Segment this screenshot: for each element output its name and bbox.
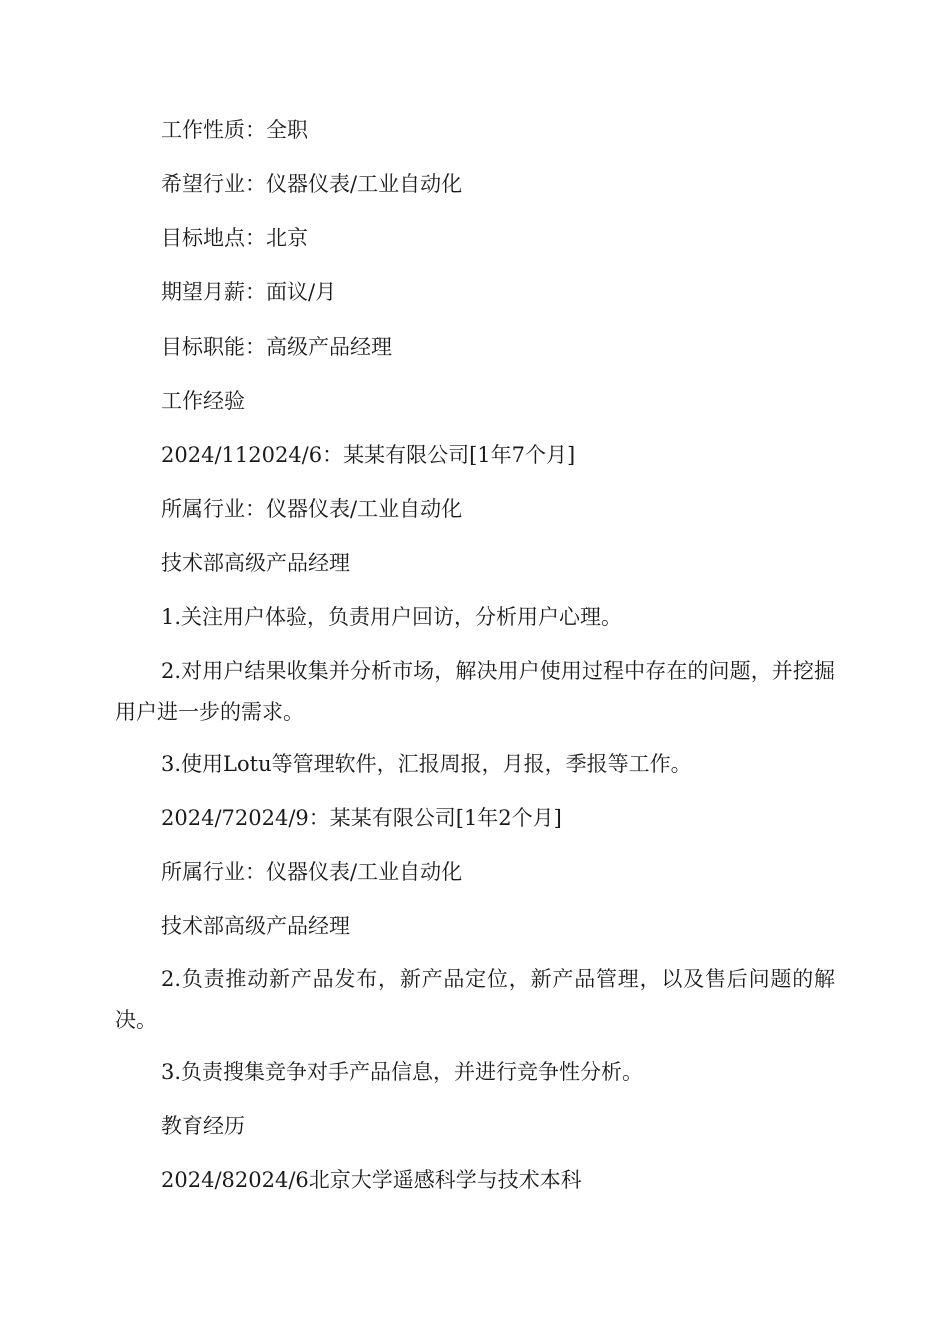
work-experience-heading: 工作经验: [161, 389, 245, 413]
job-1-period: 2024/112024/6：某某有限公司[1年7个月]: [161, 443, 576, 467]
job-1-duty-2: 2.对用户结果收集并分析市场，解决用户使用过程中存在的问题，并挖掘用户进一步的需求。: [115, 659, 835, 724]
job-1-industry: 所属行业：仪器仪表/工业自动化: [161, 497, 463, 521]
job-2-duty-2: 3.负责搜集竞争对手产品信息，并进行竞争性分析。: [161, 1060, 644, 1084]
job-1-title: 技术部高级产品经理: [161, 551, 350, 575]
job-2-duty-1: 2.负责推动新产品发布，新产品定位，新产品管理，以及售后问题的解决。: [115, 967, 835, 1032]
job-1-duty-1: 1.关注用户体验，负责用户回访，分析用户心理。: [161, 605, 623, 629]
job-2-period: 2024/72024/9：某某有限公司[1年2个月]: [161, 806, 562, 830]
job-1-duty-3: 3.使用Lotu等管理软件，汇报周报，月报，季报等工作。: [161, 752, 692, 776]
expected-salary: 期望月薪：面议/月: [161, 280, 337, 304]
education-heading: 教育经历: [161, 1114, 245, 1138]
job-type: 工作性质：全职: [161, 118, 308, 142]
target-location: 目标地点：北京: [161, 226, 308, 250]
education-entry: 2024/82024/6北京大学遥感科学与技术本科: [161, 1168, 582, 1192]
job-2-industry: 所属行业：仪器仪表/工业自动化: [161, 860, 463, 884]
target-position: 目标职能：高级产品经理: [161, 335, 392, 359]
desired-industry: 希望行业：仪器仪表/工业自动化: [161, 172, 463, 196]
job-2-title: 技术部高级产品经理: [161, 914, 350, 938]
